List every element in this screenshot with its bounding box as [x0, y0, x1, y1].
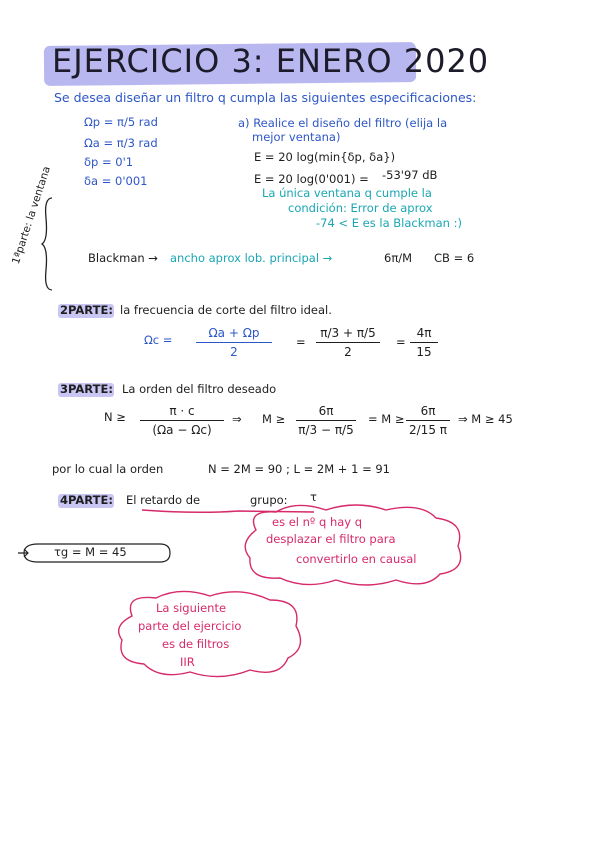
part2-fraction-1 [196, 326, 272, 359]
part2-lhs: Ωc = [144, 333, 173, 347]
page-title: EJERCICIO 3: ENERO 2020 [52, 42, 490, 80]
part2-fraction-3 [410, 326, 438, 359]
part1-note3: -74 < E es la Blackman :) [316, 216, 462, 230]
part3-text: La orden del filtro deseado [122, 382, 277, 396]
tg-value: τg = M = 45 [54, 545, 127, 559]
part3-f1-den: (Ωa − Ωc) [152, 423, 212, 437]
bubble1-line1: es el nº q hay q [272, 515, 363, 529]
part1-a-line2: mejor ventana) [252, 130, 341, 144]
spec-wa: Ωa = π/3 rad [84, 136, 158, 150]
part2-num2: π/3 + π/5 [320, 326, 376, 340]
part4-text1: El retardo de [126, 493, 201, 507]
part3-f2-den: π/3 − π/5 [298, 423, 354, 437]
part1-eq2-lhs: E = 20 log(0'001) = [254, 172, 369, 186]
part3-fraction-3 [406, 404, 450, 437]
bubble1-line2: desplazar el filtro para [266, 532, 396, 546]
blackman-cb: CB = 6 [434, 251, 475, 265]
part3-arrow2: ⇒ M ≥ 45 [458, 412, 513, 426]
curly-brace [40, 196, 56, 292]
part3-m1: M ≥ [262, 412, 286, 426]
part3-arrow1: ⇒ [232, 412, 242, 426]
intro-text: Se desea diseñar un filtro q cumpla las siguientes especificaciones: [54, 90, 477, 105]
part1-eq1: E = 20 log(min{δp, δa}) [254, 150, 396, 164]
part2-den3: 15 [416, 345, 432, 359]
part1-eq2-rhs: -53'97 dB [382, 168, 438, 182]
part3-fraction-1 [140, 404, 224, 437]
part3-f1-num: π · c [169, 404, 195, 418]
part2-den2: 2 [344, 345, 352, 359]
part2-label: 2PARTE: [60, 303, 113, 317]
part2-text: la frecuencia de corte del filtro ideal. [120, 303, 332, 317]
blackman-lobe: ancho aprox lob. principal → [170, 251, 333, 265]
bubble2-line2: parte del ejercicio [138, 619, 242, 633]
part2-num: Ωa + Ωp [208, 326, 260, 340]
part3-f3-den: 2/15 π [409, 423, 447, 437]
part3-f2-num: 6π [318, 404, 334, 418]
blackman-label: Blackman → [88, 251, 158, 265]
part1-side-label: 1ªparte: la ventana [10, 164, 53, 266]
blackman-width: 6π/M [384, 251, 413, 265]
part1-a-line1: a) Realice el diseño del filtro (elija la [238, 116, 448, 130]
part2-num3: 4π [416, 326, 432, 340]
part2-den: 2 [230, 345, 238, 359]
spec-da: δa = 0'001 [84, 174, 148, 188]
part1-note2: condición: Error de aprox [288, 201, 433, 215]
part3-m2: = M ≥ [368, 412, 405, 426]
part2-eq: = [296, 335, 306, 349]
bubble2-line3: es de filtros [162, 637, 230, 651]
part2-fraction-2 [316, 326, 380, 359]
part4-label: 4PARTE: [60, 493, 113, 507]
group-delay-symbol: τ [310, 490, 317, 504]
part3-fraction-2 [296, 404, 356, 437]
bubble2-line1: La siguiente [156, 601, 227, 615]
spec-dp: δp = 0'1 [84, 155, 134, 169]
part3-conclusion-eq: N = 2M = 90 ; L = 2M + 1 = 91 [208, 462, 390, 476]
part4-text2: grupo: [250, 493, 288, 507]
bubble2-line4: IIR [180, 655, 195, 669]
spec-wp: Ωp = π/5 rad [84, 115, 158, 129]
part3-f3-num: 6π [420, 404, 436, 418]
part3-conclusion-text: por lo cual la orden [52, 462, 164, 476]
part3-lhs: N ≥ [104, 410, 126, 424]
part2-eq2: = [396, 335, 406, 349]
part3-label: 3PARTE: [60, 382, 113, 396]
bubble1-line3: convertirlo en causal [296, 552, 417, 566]
part1-note1: La única ventana q cumple la [262, 186, 432, 200]
